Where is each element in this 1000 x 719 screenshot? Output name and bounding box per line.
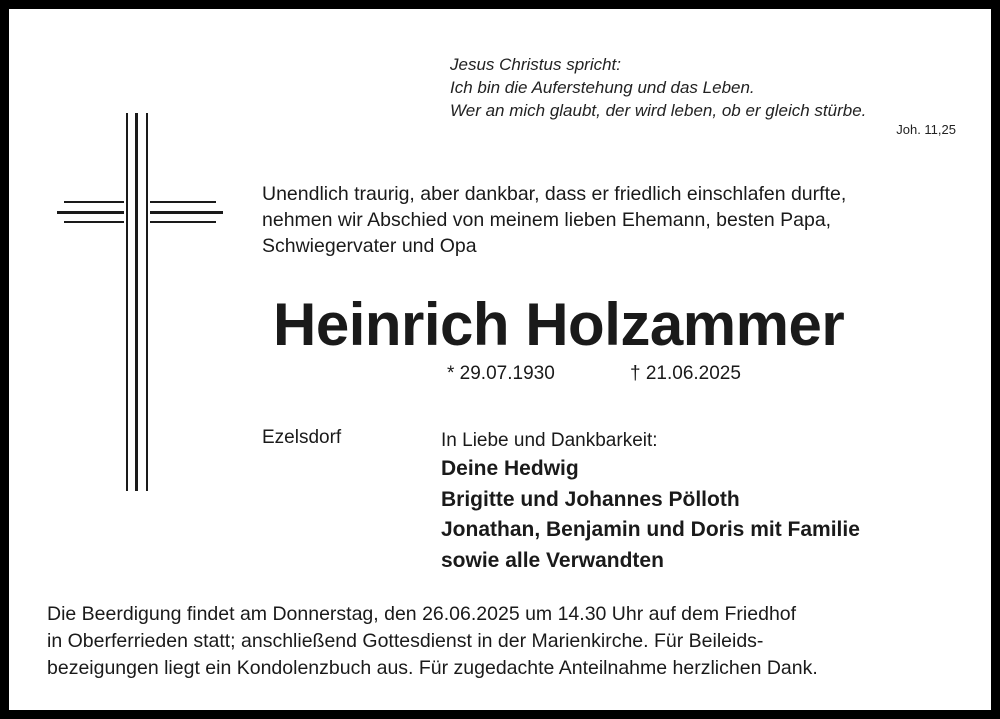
obituary-card — [9, 9, 991, 710]
bible-verse — [450, 53, 970, 122]
verse-line: Wer an mich glaubt, der wird leben, ob er gleich stürbe. — [450, 101, 867, 120]
deceased-name: Heinrich Holzammer — [273, 291, 845, 358]
intro-line: Unendlich traurig, aber dankbar, dass er friedlich einschlafen durfte, — [262, 183, 847, 205]
place-name: Ezelsdorf — [262, 427, 342, 448]
verse-line: Jesus Christus spricht: — [450, 55, 621, 74]
mourners-block — [441, 427, 981, 576]
intro-text — [262, 181, 982, 259]
mourner-name: Deine Hedwig — [441, 457, 579, 480]
notice-line: bezeigungen liegt ein Kondolenzbuch aus. Für zugedachte Anteilnahme herzlichen Dank. — [47, 657, 818, 679]
funeral-notice — [47, 601, 977, 682]
death-date: † 21.06.2025 — [630, 363, 741, 384]
intro-line: Schwiegervater und Opa — [262, 235, 477, 257]
notice-line: in Oberferrieden statt; anschließend Gottesdienst in der Marienkirche. Für Beileids- — [47, 630, 764, 652]
mourner-name: Jonathan, Benjamin und Doris mit Familie — [441, 518, 860, 541]
birth-date: * 29.07.1930 — [447, 363, 555, 384]
intro-line: nehmen wir Abschied von meinem lieben Ehemann, besten Papa, — [262, 209, 832, 231]
verse-reference: Joh. 11,25 — [896, 122, 956, 137]
verse-line: Ich bin die Auferstehung und das Leben. — [450, 78, 755, 97]
cross-icon — [57, 113, 227, 491]
notice-line: Die Beerdigung findet am Donnerstag, den 26.06.2025 um 14.30 Uhr auf dem Friedhof — [47, 603, 797, 625]
mourner-name: Brigitte und Johannes Pölloth — [441, 487, 740, 511]
mourner-name: sowie alle Verwandten — [441, 548, 664, 572]
mourners-lead: In Liebe und Dankbarkeit: — [441, 430, 658, 451]
